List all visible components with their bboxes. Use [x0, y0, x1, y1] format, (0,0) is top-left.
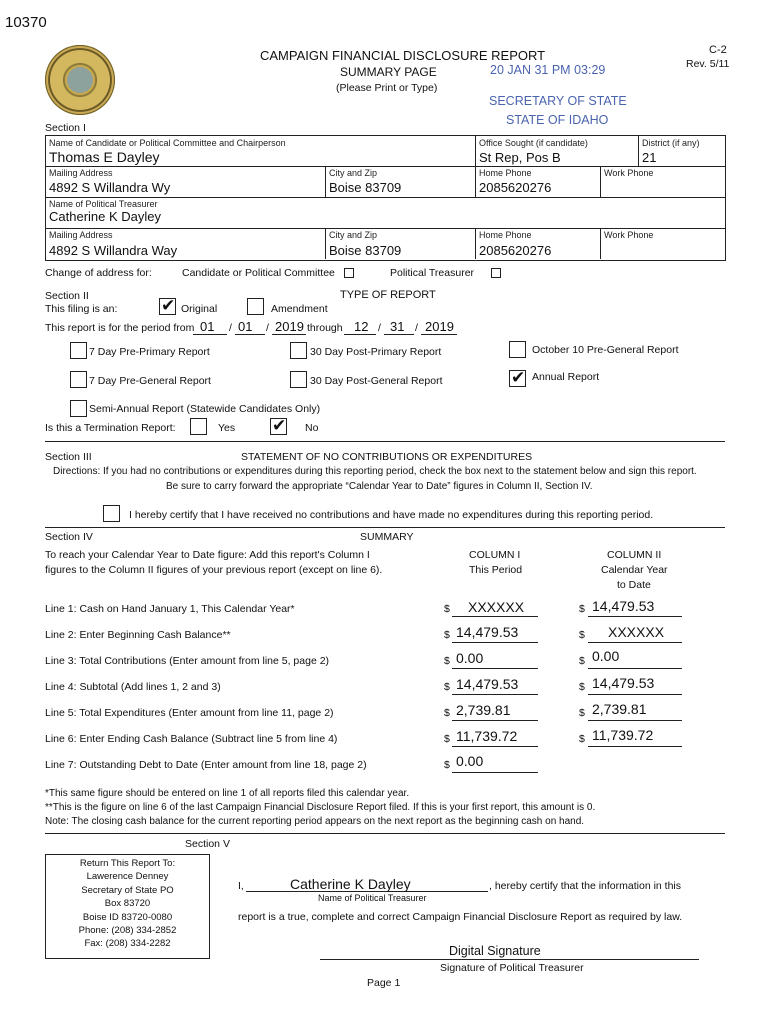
treasurer-city-field[interactable]: Boise 83709	[329, 243, 402, 258]
change-treasurer-label: Political Treasurer	[390, 267, 475, 279]
line-2-column-2[interactable]: XXXXXX	[608, 624, 665, 640]
line-1-column-1[interactable]: XXXXXX	[468, 599, 525, 615]
column-2-subheading-2: to Date	[617, 579, 651, 591]
period-from-year[interactable]: 2019	[275, 319, 304, 334]
line-4-column-1[interactable]: 14,479.53	[456, 676, 519, 692]
summary-heading: SUMMARY	[360, 531, 414, 543]
state-seal-image	[45, 45, 115, 115]
date-separator: /	[266, 322, 269, 334]
section-3-carry-forward: Be sure to carry forward the appropriate “Calendar Year to Date” figures in Column II, Section IV.	[166, 481, 593, 492]
treasurer-city-label: City and Zip	[329, 230, 378, 240]
line-6-column-2[interactable]: 11,739.72	[592, 727, 654, 743]
return-heading: Return This Report To:	[79, 858, 176, 869]
post-general-30day-checkbox[interactable]	[290, 371, 307, 388]
column-1-subheading: This Period	[469, 564, 523, 576]
work-phone-label: Work Phone	[604, 168, 654, 178]
home-phone-field[interactable]: 2085620276	[479, 180, 552, 195]
section-5-divider	[45, 833, 725, 834]
section-3-heading: STATEMENT OF NO CONTRIBUTIONS OR EXPENDITURES	[241, 451, 533, 463]
amendment-label: Amendment	[271, 303, 328, 315]
section-4-divider	[45, 527, 725, 528]
treasurer-work-phone-label: Work Phone	[604, 230, 654, 240]
dollar-sign: $	[579, 655, 585, 667]
date-separator: /	[415, 322, 418, 334]
report-subtitle: SUMMARY PAGE	[340, 65, 437, 79]
candidate-name-label: Name of Candidate or Political Committee and Chairperson	[49, 138, 286, 148]
october-pre-general-checkbox[interactable]	[509, 341, 526, 358]
summary-intro-line2: figures to the Column II figures of your previous report (except on line 6).	[45, 564, 383, 576]
treasurer-name-label: Name of Political Treasurer	[49, 199, 158, 209]
return-official: Lawerence Denney	[86, 871, 169, 883]
line-2-column-1[interactable]: 14,479.53	[456, 624, 519, 640]
dollar-sign: $	[444, 759, 450, 771]
period-to-year[interactable]: 2019	[425, 319, 454, 334]
post-primary-30day-label: 30 Day Post-Primary Report	[310, 346, 442, 358]
treasurer-home-phone-field[interactable]: 2085620276	[479, 243, 552, 258]
dollar-sign: $	[579, 681, 585, 693]
mailing-address-field[interactable]: 4892 S Willandra Wy	[49, 180, 171, 195]
line-4-column-2[interactable]: 14,479.53	[592, 675, 655, 691]
district-label: District (if any)	[642, 138, 700, 148]
dollar-sign: $	[579, 707, 585, 719]
change-candidate-checkbox[interactable]	[344, 268, 354, 278]
change-candidate-label: Candidate or Political Committee	[182, 267, 335, 279]
line-6-label: Line 6: Enter Ending Cash Balance (Subtract line 5 from line 4)	[45, 733, 338, 745]
line-3-column-1[interactable]: 0.00	[456, 650, 484, 666]
date-separator: /	[378, 322, 381, 334]
treasurer-mailing-label: Mailing Address	[49, 230, 113, 240]
received-stamp-date: 20 JAN 31 PM 03:29	[490, 63, 606, 77]
no-contributions-checkbox[interactable]	[103, 505, 120, 522]
change-treasurer-checkbox[interactable]	[491, 268, 501, 278]
post-general-30day-label: 30 Day Post-General Report	[310, 375, 443, 387]
line-3-label: Line 3: Total Contributions (Enter amount from line 5, page 2)	[45, 655, 330, 667]
form-revision: Rev. 5/11	[686, 58, 730, 70]
through-label: through	[307, 322, 343, 334]
summary-intro-line1: To reach your Calendar Year to Date figure: Add this report's Column I	[45, 549, 370, 561]
received-stamp-state: STATE OF IDAHO	[506, 113, 609, 127]
section-3-divider	[45, 441, 725, 442]
section-3-directions: Directions: If you had no contributions or expenditures during this reporting period, check the box next to the statement below and sign this report.	[53, 466, 697, 477]
change-address-label: Change of address for:	[45, 267, 152, 279]
footnote-2: **This is the figure on line 6 of the last Campaign Financial Disclosure Report filed. If this is your first report, this amount is 0.	[45, 802, 596, 813]
candidate-name-field[interactable]: Thomas E Dayley	[49, 149, 160, 165]
pre-primary-7day-checkbox[interactable]	[70, 342, 87, 359]
column-2-heading: COLUMN II	[607, 549, 662, 561]
closing-balance-note: Note: The closing cash balance for the current reporting period appears on the next report as the beginning cash on hand.	[45, 816, 585, 827]
return-address-lines	[46, 857, 209, 951]
document-number: 10370	[5, 14, 47, 31]
treasurer-mailing-field[interactable]: 4892 S Willandra Way	[49, 243, 178, 258]
line-5-column-2[interactable]: 2,739.81	[592, 701, 647, 717]
line-7-label: Line 7: Outstanding Debt to Date (Enter amount from line 18, page 2)	[45, 759, 367, 771]
treasurer-home-phone-label: Home Phone	[479, 230, 532, 240]
section-2-title: Section II	[45, 290, 89, 302]
pre-general-7day-checkbox[interactable]	[70, 371, 87, 388]
section-5-title: Section V	[185, 838, 230, 850]
treasurer-name-field[interactable]: Catherine K Dayley	[49, 209, 161, 224]
city-zip-label: City and Zip	[329, 168, 378, 178]
period-to-month[interactable]: 12	[354, 319, 369, 334]
post-primary-30day-checkbox[interactable]	[290, 342, 307, 359]
certify-i: I,	[238, 880, 244, 892]
certify-text-line2: report is a true, complete and correct Campaign Financial Disclosure Report as required by law.	[238, 911, 683, 923]
filing-type-label: This filing is an:	[45, 303, 118, 315]
type-of-report-heading: TYPE OF REPORT	[340, 289, 436, 301]
original-label: Original	[181, 303, 218, 315]
period-to-day[interactable]: 31	[390, 319, 405, 334]
print-instruction: (Please Print or Type)	[336, 82, 438, 94]
original-checkbox[interactable]: ✔	[161, 296, 176, 316]
dollar-sign: $	[444, 707, 450, 719]
treasurer-signer-name-field[interactable]: Catherine K Dayley	[290, 876, 411, 892]
column-1-heading: COLUMN I	[469, 549, 521, 561]
amendment-checkbox[interactable]	[247, 298, 264, 315]
digital-signature-field[interactable]: Digital Signature	[449, 944, 541, 958]
period-label: This report is for the period from	[45, 322, 195, 334]
dollar-sign: $	[444, 733, 450, 745]
return-city: Boise ID 83720-0080	[82, 911, 173, 923]
line-4-label: Line 4: Subtotal (Add lines 1, 2 and 3)	[45, 681, 221, 693]
city-zip-field[interactable]: Boise 83709	[329, 180, 402, 195]
termination-label: Is this a Termination Report:	[45, 422, 176, 434]
termination-no-checkbox[interactable]: ✔	[272, 416, 287, 436]
line-1-label: Line 1: Cash on Hand January 1, This Calendar Year*	[45, 603, 295, 615]
dollar-sign: $	[579, 629, 585, 641]
return-phone: Phone: (208) 334-2852	[78, 925, 177, 937]
treasurer-name-caption: Name of Political Treasurer	[318, 893, 427, 903]
period-from-day[interactable]: 01	[238, 319, 253, 334]
dollar-sign: $	[444, 629, 450, 641]
footnote-1: *This same figure should be entered on line 1 of all reports filed this calendar year.	[45, 788, 410, 799]
certify-text-line1: , hereby certify that the information in this	[489, 880, 682, 892]
return-box: Box 83720	[104, 898, 151, 910]
date-separator: /	[229, 322, 232, 334]
line-7-column-1[interactable]: 0.00	[456, 753, 484, 769]
pre-general-7day-label: 7 Day Pre-General Report	[89, 375, 211, 387]
dollar-sign: $	[579, 733, 585, 745]
signature-line	[320, 959, 699, 960]
dollar-sign: $	[579, 603, 585, 615]
semi-annual-label: Semi-Annual Report (Statewide Candidates Only)	[89, 403, 321, 415]
line-1-column-2[interactable]: 14,479.53	[592, 598, 655, 614]
office-sought-label: Office Sought (if candidate)	[479, 138, 588, 148]
line-2-label: Line 2: Enter Beginning Cash Balance**	[45, 629, 231, 641]
period-from-month[interactable]: 01	[200, 319, 215, 334]
home-phone-label: Home Phone	[479, 168, 532, 178]
dollar-sign: $	[444, 603, 450, 615]
line-6-column-1[interactable]: 11,739.72	[456, 728, 518, 744]
section-4-title: Section IV	[45, 531, 93, 543]
report-title: CAMPAIGN FINANCIAL DISCLOSURE REPORT	[260, 48, 546, 63]
line-3-column-2[interactable]: 0.00	[592, 648, 620, 664]
dollar-sign: $	[444, 655, 450, 667]
termination-no-label: No	[305, 422, 319, 434]
semi-annual-checkbox[interactable]	[70, 400, 87, 417]
office-sought-field[interactable]: St Rep, Pos B	[479, 150, 561, 165]
dollar-sign: $	[444, 681, 450, 693]
termination-yes-label: Yes	[218, 422, 236, 434]
line-5-column-1[interactable]: 2,739.81	[456, 702, 511, 718]
annual-report-label: Annual Report	[532, 371, 600, 383]
form-code: C-2	[709, 44, 727, 56]
received-stamp-office: SECRETARY OF STATE	[489, 94, 627, 108]
return-office: Secretary of State PO	[81, 884, 174, 896]
mailing-address-label: Mailing Address	[49, 168, 113, 178]
column-2-subheading: Calendar Year	[601, 564, 668, 576]
annual-report-checkbox[interactable]: ✔	[511, 368, 526, 388]
signature-caption: Signature of Political Treasurer	[440, 962, 584, 974]
october-pre-general-label: October 10 Pre-General Report	[532, 344, 679, 356]
section-3-title: Section III	[45, 451, 92, 463]
pre-primary-7day-label: 7 Day Pre-Primary Report	[89, 346, 210, 358]
line-5-label: Line 5: Total Expenditures (Enter amount from line 11, page 2)	[45, 707, 334, 719]
page-number: Page 1	[367, 977, 401, 989]
termination-yes-checkbox[interactable]	[190, 418, 207, 435]
section-1-title: Section I	[45, 122, 86, 134]
district-field[interactable]: 21	[642, 150, 657, 165]
no-contributions-statement: I hereby certify that I have received no contributions and have made no expenditures during this reporting period.	[129, 509, 654, 521]
return-fax: Fax: (208) 334-2282	[84, 938, 171, 950]
